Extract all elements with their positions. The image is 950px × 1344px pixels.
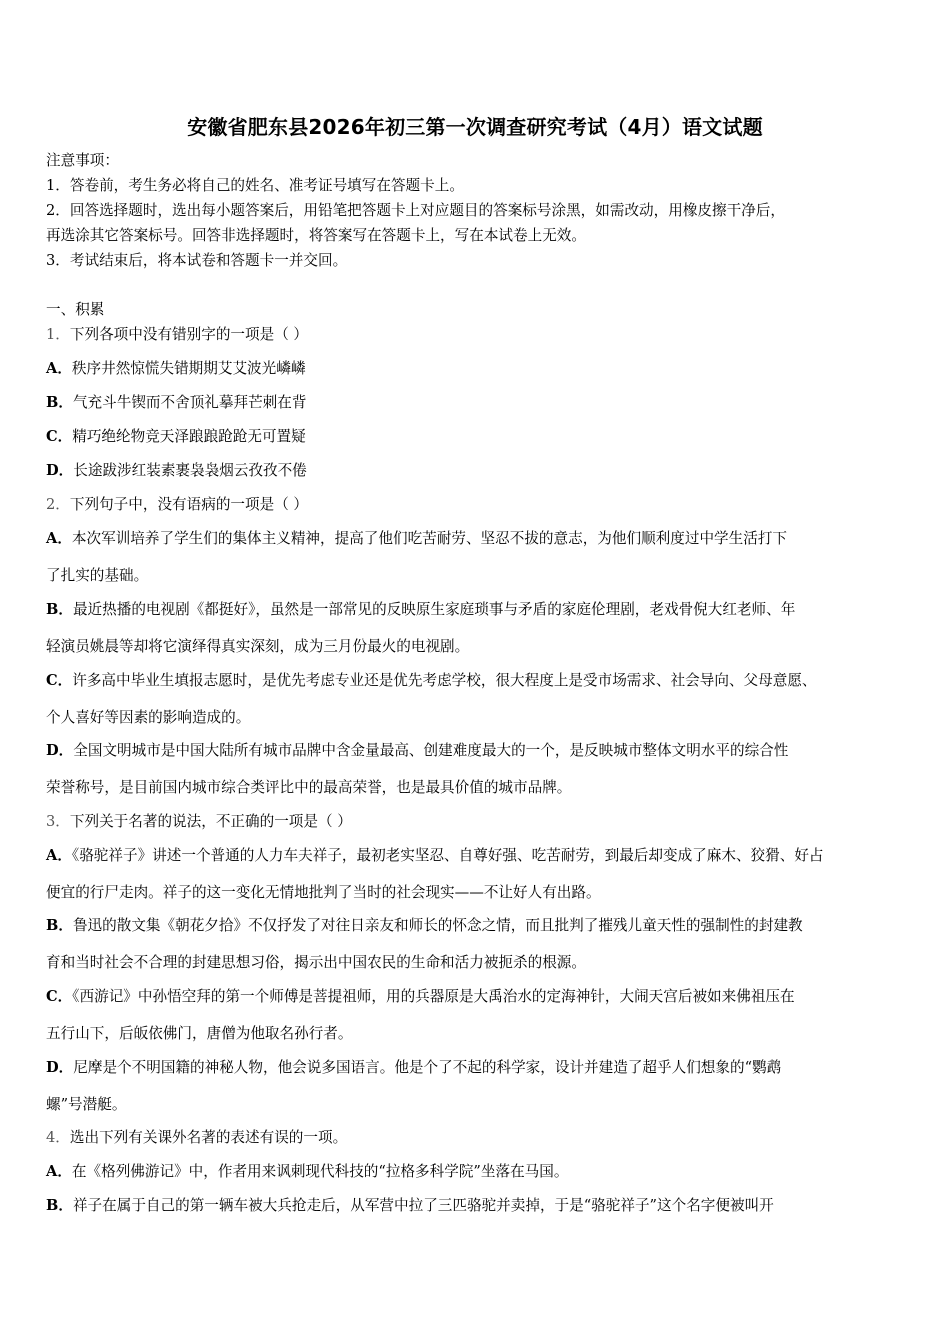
question-number: 1． (46, 326, 70, 343)
option-label: A． (46, 530, 72, 547)
option-text: 长途跋涉红装素裹袅袅烟云孜孜不倦 (73, 462, 307, 479)
q1-option-c (46, 427, 306, 447)
option-text: 《骆驼祥子》讲述一个普通的人力车夫祥子，最初老实坚忍、自尊好强、吃苦耐劳，到最后却变成了麻木、狡猾、好占 (71, 847, 824, 864)
option-label: A． (46, 360, 72, 377)
q3-option-b (46, 916, 803, 936)
option-label: C． (46, 672, 73, 689)
question-number: 2． (46, 496, 70, 513)
q2-option-a (46, 529, 787, 549)
notice-item-1: 1．答卷前，考生务必将自己的姓名、准考证号填写在答题卡上。 (46, 177, 464, 194)
question-stem: 下列关于名著的说法，不正确的一项是（ ） (69, 813, 352, 830)
question-stem: 选出下列有关课外名著的表述有误的一项。 (69, 1129, 348, 1146)
option-text: 鲁迅的散文集《朝花夕拾》不仅抒发了对往日亲友和师长的怀念之情，而且批判了摧残儿童天性的强制性的封建教 (72, 917, 803, 934)
q3-option-c (46, 987, 795, 1007)
option-label: B． (46, 394, 73, 411)
q4-option-b (46, 1196, 774, 1216)
option-label: D． (46, 1059, 74, 1076)
option-label: D． (46, 462, 74, 479)
option-text: 全国文明城市是中国大陆所有城市品牌中含金量最高、创建难度最大的一个，是反映城市整体文明水平的综合性 (73, 742, 789, 759)
page-title: 安徽省肥东县2026年初三第一次调查研究考试（4月）语文试题 (187, 115, 763, 139)
option-text: 尼摩是个不明国籍的神秘人物，他会说多国语言。他是个了不起的科学家，设计并建造了超乎人们想象的“鹦鹉 (73, 1059, 782, 1076)
option-text: 本次军训培养了学生们的集体主义精神，提高了他们吃苦耐劳、坚忍不拔的意志，为他们顺利度过中学生活打下 (71, 530, 788, 547)
q1-option-b (46, 393, 306, 413)
option-text: 秩序井然惊慌失错期期艾艾波光嶙嶙 (71, 360, 306, 377)
q4-option-a (46, 1162, 568, 1182)
notice-item-2-cont: 再选涂其它答案标号。回答非选择题时，将答案写在答题卡上，写在本试卷上无效。 (46, 227, 586, 244)
q2-option-c-cont: 个人喜好等因素的影响造成的。 (46, 709, 251, 726)
option-text: 祥子在属于自己的第一辆车被大兵抢走后，从军营中拉了三匹骆驼并卖掉，于是“骆驼祥子”这个名字便被叫开 (72, 1197, 774, 1214)
q2-option-a-cont: 了扎实的基础。 (46, 567, 149, 584)
option-label: B． (46, 1197, 73, 1214)
option-text: 气充斗牛锲而不舍顶礼摹拜芒刺在背 (72, 394, 307, 411)
question-3 (46, 812, 352, 832)
question-1 (46, 325, 308, 345)
q1-option-d (46, 461, 307, 481)
option-text: 《西游记》中孙悟空拜的第一个师傅是菩提祖师，用的兵器原是大禹治水的定海神针，大闹天宫后被如来佛祖压在 (72, 988, 795, 1005)
question-4 (46, 1128, 347, 1148)
notice-item-2: 2．回答选择题时，选出每小题答案后，用铅笔把答题卡上对应题目的答案标号涂黑，如需改动，用橡皮擦干净后， (46, 202, 785, 219)
q3-option-c-cont: 五行山下，后皈依佛门，唐僧为他取名孙行者。 (46, 1025, 353, 1042)
q3-option-d (46, 1058, 781, 1078)
option-text: 精巧绝纶物竞天泽踉踉跄跄无可置疑 (72, 428, 306, 445)
question-number: 4． (46, 1129, 70, 1146)
option-label: C． (46, 428, 73, 445)
q1-option-a (46, 359, 305, 379)
option-label: D． (46, 742, 74, 759)
q2-option-c (46, 671, 817, 691)
option-text: 在《格列佛游记》中，作者用来讽刺现代科技的“拉格多科学院”坐落在马国。 (71, 1163, 569, 1180)
q2-option-b (46, 600, 795, 620)
option-label: A． (46, 847, 72, 864)
q2-option-d (46, 741, 788, 761)
q3-option-b-cont: 育和当时社会不合理的封建思想习俗，揭示出中国农民的生命和活力被扼杀的根源。 (46, 954, 586, 971)
q3-option-d-cont: 螺”号潜艇。 (46, 1096, 127, 1113)
q3-option-a (46, 846, 824, 866)
option-text: 最近热播的电视剧《都挺好》，虽然是一部常见的反映原生家庭琐事与矛盾的家庭伦理剧，老戏骨倪大红老师、年 (72, 601, 796, 618)
option-label: C． (46, 988, 73, 1005)
question-number: 3． (46, 813, 70, 830)
option-label: B． (46, 917, 73, 934)
question-2 (46, 495, 308, 515)
notice-item-3: 3．考试结束后，将本试卷和答题卡一并交回。 (46, 252, 348, 269)
question-stem: 下列各项中没有错别字的一项是（ ） (69, 326, 309, 343)
section-heading: 一、积累 (46, 301, 105, 318)
q2-option-b-cont: 轻演员姚晨等却将它演绎得真实深刻，成为三月份最火的电视剧。 (46, 638, 470, 655)
q3-option-a-cont: 便宜的行尸走肉。祥子的这一变化无情地批判了当时的社会现实——不让好人有出路。 (46, 884, 601, 901)
option-text: 许多高中毕业生填报志愿时，是优先考虑专业还是优先考虑学校，很大程度上是受市场需求、社会导向、父母意愿、 (72, 672, 817, 689)
q2-option-d-cont: 荣誉称号，是目前国内城市综合类评比中的最高荣誉，也是最具价值的城市品牌。 (46, 779, 572, 796)
option-label: B． (46, 601, 73, 618)
question-stem: 下列句子中，没有语病的一项是（ ） (69, 496, 309, 513)
option-label: A． (46, 1163, 72, 1180)
notice-heading: 注意事项： (46, 152, 119, 169)
